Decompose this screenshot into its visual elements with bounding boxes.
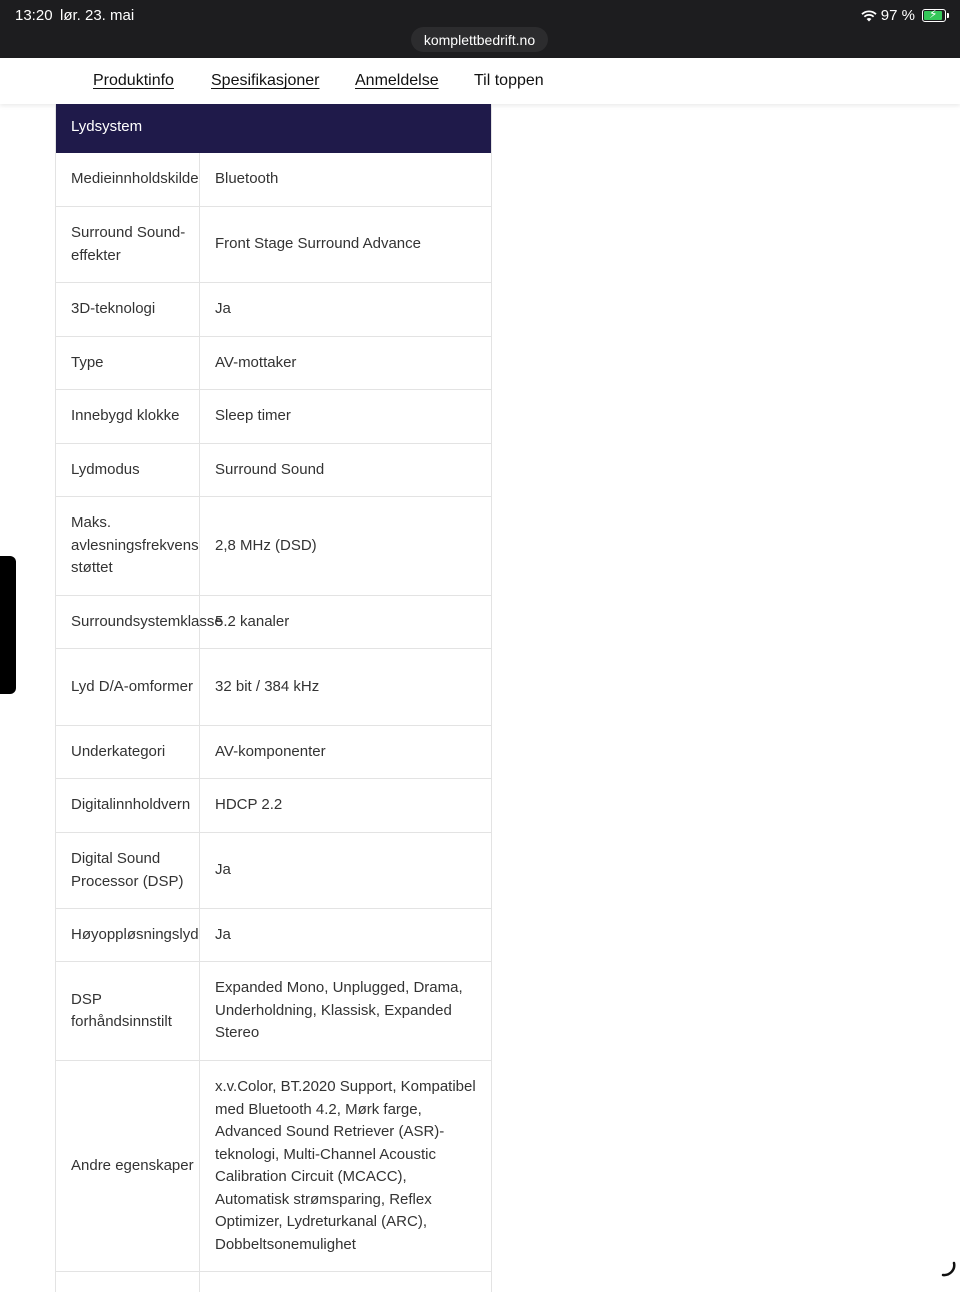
spec-value: Expanded Mono, Unplugged, Drama, Underholdning, Klassisk, Expanded Stereo bbox=[215, 979, 463, 1042]
spec-value: 32 bit / 384 kHz bbox=[215, 677, 320, 695]
spec-label: Medieinnholdskilde bbox=[56, 153, 200, 206]
spec-label: Surroundsystemklasse bbox=[56, 596, 200, 648]
spec-label bbox=[56, 1272, 200, 1292]
spec-label: Lydmodus bbox=[56, 444, 200, 496]
spec-value: AV-komponenter bbox=[215, 742, 326, 760]
spec-value: 2,8 MHz (DSD) bbox=[215, 536, 317, 554]
spec-label: Andre egenskaper bbox=[56, 1061, 200, 1271]
spec-table bbox=[55, 104, 492, 1292]
spec-label: DSP forhåndsinnstilt bbox=[56, 962, 200, 1060]
status-date: lør. 23. mai bbox=[60, 7, 135, 24]
table-row bbox=[56, 596, 491, 649]
battery-icon: ⚡ bbox=[922, 9, 946, 22]
spec-value: HDCP 2.2 bbox=[215, 796, 283, 814]
spec-value: Ja bbox=[215, 861, 231, 879]
table-row bbox=[56, 779, 491, 833]
table-row bbox=[56, 726, 491, 779]
table-row bbox=[56, 833, 491, 909]
spec-label: Type bbox=[56, 337, 200, 389]
table-row bbox=[56, 1272, 491, 1292]
table-row bbox=[56, 390, 491, 444]
spec-value: Bluetooth bbox=[215, 170, 279, 188]
spec-label: Høyoppløsningslyd bbox=[56, 909, 200, 961]
nav-spesifikasjoner[interactable]: Spesifikasjoner bbox=[211, 72, 320, 89]
status-time: 13:20 bbox=[15, 7, 53, 24]
spec-value: Ja bbox=[215, 925, 231, 943]
wifi-icon bbox=[861, 10, 877, 22]
table-row bbox=[56, 337, 491, 390]
spec-label: Lyd D/A-omformer bbox=[56, 649, 200, 725]
spec-label: Innebygd klokke bbox=[56, 390, 200, 443]
spec-value: x.v.Color, BT.2020 Support, Kompatibel med Bluetooth 4.2, Mørk farge, Advanced Sound Retriever (ASR)-teknologi, Multi-Channel Acoustic Calibration Circuit (MCACC), Automatisk strømsparing, Reflex Optimizer, Lydreturkanal (ARC), Dobbeltsonemulighet bbox=[215, 1078, 476, 1253]
table-row bbox=[56, 909, 491, 962]
side-handle[interactable] bbox=[0, 556, 16, 694]
spec-value: AV-mottaker bbox=[215, 353, 297, 371]
battery-percent: 97 % bbox=[880, 7, 915, 24]
spec-label: Surround Sound-effekter bbox=[56, 207, 200, 282]
spec-label: Digitalinnholdvern bbox=[56, 779, 200, 832]
spec-value: 5.2 kanaler bbox=[215, 612, 290, 630]
table-row bbox=[56, 649, 491, 726]
spec-label: Digital Sound Processor (DSP) bbox=[56, 833, 200, 908]
nav-anmeldelse[interactable]: Anmeldelse bbox=[355, 72, 439, 89]
spec-label: Maks. avlesningsfrekvens støttet bbox=[56, 497, 200, 595]
section-nav bbox=[0, 58, 960, 104]
spec-value bbox=[200, 1272, 491, 1292]
spec-value: Front Stage Surround Advance bbox=[215, 235, 421, 253]
table-row bbox=[56, 153, 491, 207]
spec-label: 3D-teknologi bbox=[56, 283, 200, 336]
status-bar bbox=[0, 0, 960, 58]
spec-section-title: Lydsystem bbox=[56, 104, 491, 153]
table-row bbox=[56, 962, 491, 1061]
spec-label: Underkategori bbox=[56, 726, 200, 778]
spec-value: Ja bbox=[215, 300, 231, 318]
url-bar[interactable]: komplettbedrift.no bbox=[411, 27, 548, 52]
status-right bbox=[861, 7, 946, 24]
table-row bbox=[56, 207, 491, 283]
loading-spinner-icon bbox=[940, 1261, 956, 1277]
spec-value: Surround Sound bbox=[215, 460, 325, 478]
spec-value: Sleep timer bbox=[215, 407, 291, 425]
nav-produktinfo[interactable]: Produktinfo bbox=[93, 72, 174, 89]
table-row bbox=[56, 283, 491, 337]
table-row bbox=[56, 444, 491, 497]
table-row bbox=[56, 497, 491, 596]
nav-til-toppen[interactable]: Til toppen bbox=[474, 72, 544, 89]
table-row bbox=[56, 1061, 491, 1272]
